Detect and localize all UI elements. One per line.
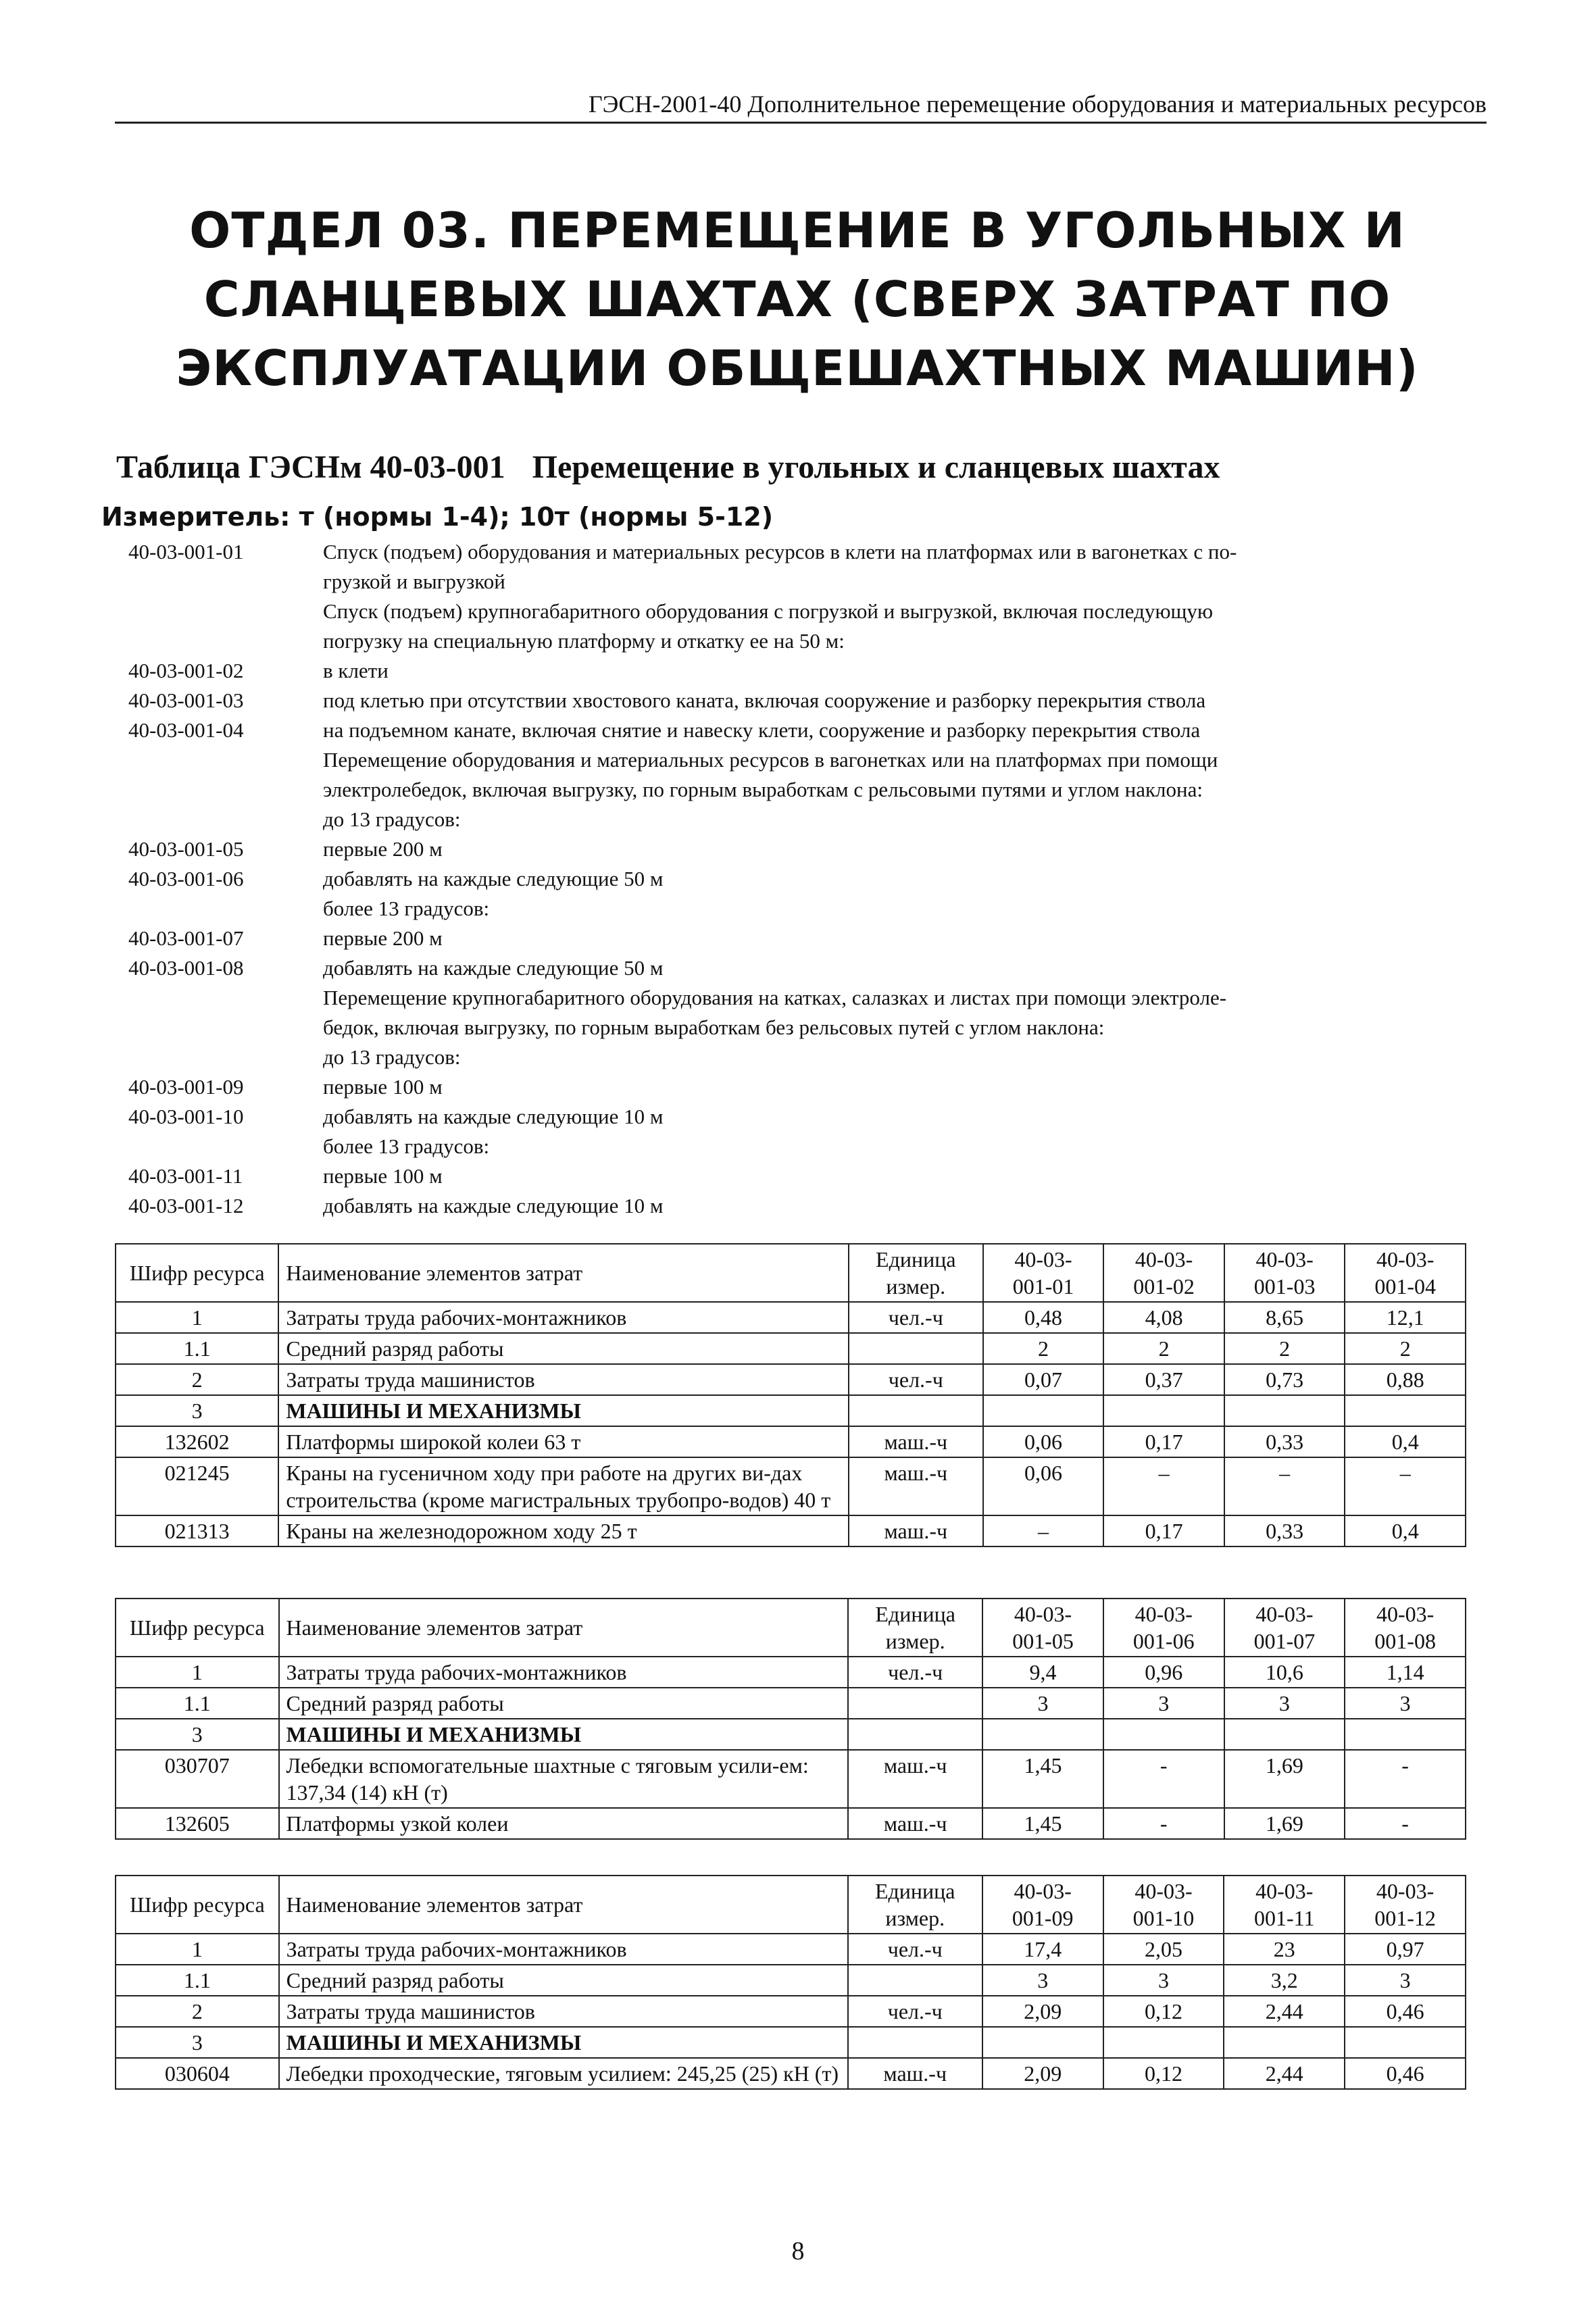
norm-code: 40-03-001-04 xyxy=(128,718,244,742)
resource-value: 3 xyxy=(1345,1965,1466,1996)
header-code: Шифр ресурса xyxy=(116,1876,279,1934)
resource-unit: чел.-ч xyxy=(848,1934,982,1965)
header-norm-line: 40-03- xyxy=(1134,1247,1193,1272)
resource-unit: чел.-ч xyxy=(848,1657,982,1688)
table-row xyxy=(116,1333,1466,1364)
resource-value xyxy=(983,1395,1104,1426)
resource-code: 021313 xyxy=(116,1515,278,1546)
resource-value xyxy=(1103,1719,1224,1750)
header-norm-line: 40-03- xyxy=(1134,1879,1193,1903)
header-unit xyxy=(849,1244,983,1302)
header-name: Наименование элементов затрат xyxy=(279,1876,848,1934)
table-row xyxy=(116,1426,1466,1457)
table-row xyxy=(116,1688,1466,1719)
resource-value: – xyxy=(1345,1457,1466,1515)
resource-code: 030707 xyxy=(116,1750,279,1808)
header-unit-line: Единица xyxy=(875,1602,955,1626)
resource-value: 3,2 xyxy=(1224,1965,1345,1996)
header-norm-line: 001-06 xyxy=(1132,1629,1195,1653)
header-norm-column xyxy=(983,1244,1104,1302)
norm-text: Перемещение оборудования и материальных ресурсов в вагонетках или на платформах при помощи xyxy=(323,748,1218,772)
norm-code xyxy=(128,1013,323,1042)
norm-text: грузкой и выгрузкой xyxy=(323,570,505,593)
table-header-row xyxy=(116,1876,1466,1934)
resource-code: 132605 xyxy=(116,1808,279,1839)
norm-row xyxy=(128,1072,1453,1102)
norm-code xyxy=(128,1042,323,1072)
resource-unit xyxy=(848,1965,982,1996)
resource-value: - xyxy=(1103,1808,1224,1839)
header-norm-line: 001-03 xyxy=(1253,1274,1316,1299)
header-code: Шифр ресурса xyxy=(116,1599,279,1657)
norm-text: более 13 градусов: xyxy=(323,897,490,920)
norm-text: бедок, включая выгрузку, по горным выработкам без рельсовых путей с углом наклона: xyxy=(323,1015,1105,1039)
resource-name: Лебедки вспомогательные шахтные с тяговым усили-ем: 137,34 (14) кН (т) xyxy=(279,1750,849,1808)
resource-table-3 xyxy=(115,1875,1466,2090)
resource-unit: чел.-ч xyxy=(849,1302,983,1333)
header-unit xyxy=(848,1599,982,1657)
resource-value: 0,33 xyxy=(1224,1515,1345,1546)
resource-value: 1,45 xyxy=(982,1808,1103,1839)
resource-value: 2,05 xyxy=(1103,1934,1224,1965)
header-name: Наименование элементов затрат xyxy=(278,1244,848,1302)
resource-value: 2 xyxy=(1103,1333,1224,1364)
resource-value: 2 xyxy=(1224,1333,1345,1364)
resource-name: Платформы узкой колеи xyxy=(279,1808,849,1839)
header-norm-column xyxy=(1345,1244,1466,1302)
table-row xyxy=(116,1457,1466,1515)
norm-row xyxy=(128,1191,1453,1221)
norm-text: Перемещение крупногабаритного оборудования на катках, салазках и листах при помощи электроле- xyxy=(323,986,1227,1009)
table-group-row xyxy=(116,1395,1466,1426)
norm-row xyxy=(128,1042,1453,1072)
table-row xyxy=(116,1750,1466,1808)
table-row xyxy=(116,1364,1466,1395)
norm-row xyxy=(128,686,1453,715)
resource-value: 12,1 xyxy=(1345,1302,1466,1333)
norm-code xyxy=(128,597,323,626)
resource-value: 0,4 xyxy=(1345,1426,1466,1457)
norm-code: 40-03-001-03 xyxy=(128,688,244,712)
resource-unit xyxy=(848,1719,982,1750)
resource-value: 9,4 xyxy=(982,1657,1103,1688)
resource-code: 1 xyxy=(116,1302,278,1333)
header-norm-column xyxy=(1103,1244,1224,1302)
norm-text: первые 200 м xyxy=(323,837,443,861)
norm-row xyxy=(128,924,1453,953)
norm-code xyxy=(128,894,323,924)
resource-name: МАШИНЫ И МЕХАНИЗМЫ xyxy=(279,1719,849,1750)
norm-code: 40-03-001-11 xyxy=(128,1164,243,1188)
resource-value: 3 xyxy=(1345,1688,1466,1719)
header-norm-line: 001-02 xyxy=(1133,1274,1195,1299)
header-unit-line: измер. xyxy=(886,1274,946,1299)
resource-value: - xyxy=(1345,1750,1466,1808)
header-norm-line: 001-09 xyxy=(1012,1906,1074,1930)
resource-value: 2,09 xyxy=(982,1996,1103,2027)
norm-row xyxy=(128,953,1453,983)
norm-code: 40-03-001-05 xyxy=(128,837,244,861)
header-norm-line: 001-01 xyxy=(1012,1274,1074,1299)
resource-name: Затраты труда рабочих-монтажников xyxy=(278,1302,848,1333)
resource-code: 3 xyxy=(116,2027,279,2058)
norm-text: до 13 градусов: xyxy=(323,807,461,831)
resource-code: 2 xyxy=(116,1364,278,1395)
resource-value xyxy=(1345,1719,1466,1750)
resource-value: 2 xyxy=(1345,1333,1466,1364)
norm-text: добавлять на каждые следующие 10 м xyxy=(323,1194,664,1217)
norm-row xyxy=(128,597,1453,626)
resource-name: Краны на гусеничном ходу при работе на других ви-дах строительства (кроме магистральных трубопро-водов) 40 т xyxy=(278,1457,848,1515)
resource-code: 3 xyxy=(116,1719,279,1750)
resource-name: Лебедки проходческие, тяговым усилием: 245,25 (25) кН (т) xyxy=(279,2058,848,2089)
resource-value: 0,33 xyxy=(1224,1426,1345,1457)
norm-text: в клети xyxy=(323,659,389,682)
resource-code: 1.1 xyxy=(116,1333,278,1364)
norm-code: 40-03-001-08 xyxy=(128,956,244,980)
resource-unit: маш.-ч xyxy=(848,1750,982,1808)
header-norm-line: 001-10 xyxy=(1132,1906,1195,1930)
norm-row xyxy=(128,537,1453,567)
norm-text: погрузку на специальную платформу и откатку ее на 50 м: xyxy=(323,629,845,653)
resource-value xyxy=(1345,2027,1466,2058)
header-code: Шифр ресурса xyxy=(116,1244,278,1302)
header-norm-line: 40-03- xyxy=(1255,1247,1314,1272)
header-norm-line: 001-08 xyxy=(1374,1629,1436,1653)
resource-name: Средний разряд работы xyxy=(279,1965,848,1996)
resource-unit: чел.-ч xyxy=(848,1996,982,2027)
table-row xyxy=(116,1965,1466,1996)
resource-name: Платформы широкой колеи 63 т xyxy=(278,1426,848,1457)
header-norm-column xyxy=(1224,1244,1345,1302)
resource-name: Средний разряд работы xyxy=(279,1688,849,1719)
resource-value: 0,12 xyxy=(1103,2058,1224,2089)
section-title-line: СЛАНЦЕВЫХ ШАХТАХ (СВЕРХ ЗАТРАТ ПО xyxy=(203,271,1391,328)
header-norm-column xyxy=(982,1876,1103,1934)
norm-row xyxy=(128,1013,1453,1042)
norm-row xyxy=(128,894,1453,924)
resource-value xyxy=(1345,1395,1466,1426)
header-norm-line: 40-03- xyxy=(1014,1879,1072,1903)
resource-value xyxy=(982,1719,1103,1750)
resource-value: 10,6 xyxy=(1224,1657,1345,1688)
norm-text: электролебедок, включая выгрузку, по горным выработкам с рельсовыми путями и углом наклона: xyxy=(323,778,1203,801)
norm-text: первые 100 м xyxy=(323,1075,443,1099)
resource-value: 2,44 xyxy=(1224,1996,1345,2027)
resource-value: 1,45 xyxy=(982,1750,1103,1808)
header-norm-line: 40-03- xyxy=(1014,1602,1072,1626)
resource-value: - xyxy=(1103,1750,1224,1808)
resource-value: 0,17 xyxy=(1103,1426,1224,1457)
section-title xyxy=(135,196,1460,403)
measure-line: Измеритель: т (нормы 1-4); 10т (нормы 5-12) xyxy=(101,502,774,532)
resource-name: Средний разряд работы xyxy=(278,1333,848,1364)
norm-text: Спуск (подъем) крупногабаритного оборудования с погрузкой и выгрузкой, включая последующую xyxy=(323,599,1214,623)
header-norm-line: 40-03- xyxy=(1376,1247,1435,1272)
resource-unit: маш.-ч xyxy=(849,1515,983,1546)
resource-value xyxy=(1103,2027,1224,2058)
norm-text: добавлять на каждые следующие 50 м xyxy=(323,956,664,980)
table-header-row xyxy=(116,1599,1466,1657)
header-unit-line: измер. xyxy=(885,1906,945,1930)
resource-value: 3 xyxy=(982,1688,1103,1719)
norm-code: 40-03-001-07 xyxy=(128,926,244,950)
resource-name: Затраты труда машинистов xyxy=(279,1996,848,2027)
table-group-row xyxy=(116,1719,1466,1750)
resource-value xyxy=(1103,1395,1224,1426)
table-title xyxy=(116,447,1501,488)
resource-value xyxy=(1224,1395,1345,1426)
resource-table-2 xyxy=(115,1598,1466,1840)
resource-value: 2,09 xyxy=(982,2058,1103,2089)
resource-value: 0,97 xyxy=(1345,1934,1466,1965)
resource-unit: маш.-ч xyxy=(849,1457,983,1515)
header-norm-column xyxy=(1345,1599,1466,1657)
resource-value: 3 xyxy=(1103,1965,1224,1996)
table-row xyxy=(116,1515,1466,1546)
resource-value: 4,08 xyxy=(1103,1302,1224,1333)
resource-value: 0,88 xyxy=(1345,1364,1466,1395)
resource-value: 0,12 xyxy=(1103,1996,1224,2027)
resource-value xyxy=(982,2027,1103,2058)
resource-unit: маш.-ч xyxy=(848,1808,982,1839)
table-code: Таблица ГЭСНм 40-03-001 xyxy=(116,449,505,485)
resource-value: - xyxy=(1345,1808,1466,1839)
header-norm-line: 40-03- xyxy=(1134,1602,1193,1626)
resource-unit xyxy=(849,1395,983,1426)
norm-code: 40-03-001-02 xyxy=(128,659,244,682)
norm-code xyxy=(128,745,323,775)
norm-code: 40-03-001-10 xyxy=(128,1105,244,1128)
resource-name: Затраты труда рабочих-монтажников xyxy=(279,1934,848,1965)
resource-value: 8,65 xyxy=(1224,1302,1345,1333)
norm-code xyxy=(128,567,323,597)
header-norm-column xyxy=(1345,1876,1466,1934)
header-norm-line: 40-03- xyxy=(1014,1247,1072,1272)
resource-value: 17,4 xyxy=(982,1934,1103,1965)
resource-value: 3 xyxy=(1103,1688,1224,1719)
header-norm-line: 40-03- xyxy=(1255,1602,1314,1626)
norm-code xyxy=(128,1132,323,1161)
norm-row xyxy=(128,983,1453,1013)
table-name: Перемещение в угольных и сланцевых шахтах xyxy=(532,449,1220,485)
norm-row xyxy=(128,626,1453,656)
header-norm-line: 001-04 xyxy=(1374,1274,1437,1299)
norm-row xyxy=(128,805,1453,834)
table-row xyxy=(116,2058,1466,2089)
resource-value xyxy=(1224,1719,1345,1750)
header-norm-column xyxy=(1103,1876,1224,1934)
resource-value: 1,14 xyxy=(1345,1657,1466,1688)
header-norm-line: 001-12 xyxy=(1374,1906,1436,1930)
resource-value: 3 xyxy=(1224,1688,1345,1719)
resource-value: – xyxy=(983,1515,1104,1546)
resource-unit xyxy=(848,1688,982,1719)
resource-value: – xyxy=(1103,1457,1224,1515)
table-row xyxy=(116,1996,1466,2027)
header-unit-line: Единица xyxy=(874,1879,955,1903)
norm-text: Спуск (подъем) оборудования и материальных ресурсов в клети на платформах или в вагонетках с по- xyxy=(323,540,1237,563)
norm-row xyxy=(128,1102,1453,1132)
resource-unit: чел.-ч xyxy=(849,1364,983,1395)
resource-unit xyxy=(848,2027,982,2058)
norm-text: добавлять на каждые следующие 50 м xyxy=(323,867,664,890)
table-header-row xyxy=(116,1244,1466,1302)
norm-code xyxy=(128,626,323,656)
norm-row xyxy=(128,864,1453,894)
norm-code: 40-03-001-01 xyxy=(128,540,244,563)
resource-value: 0,46 xyxy=(1345,2058,1466,2089)
resource-value: 0,73 xyxy=(1224,1364,1345,1395)
resource-value: 23 xyxy=(1224,1934,1345,1965)
resource-value: 0,48 xyxy=(983,1302,1104,1333)
resource-value: 0,96 xyxy=(1103,1657,1224,1688)
table-row xyxy=(116,1302,1466,1333)
norm-code xyxy=(128,775,323,805)
header-norm-column xyxy=(1224,1876,1345,1934)
resource-value: 2,44 xyxy=(1224,2058,1345,2089)
table-row xyxy=(116,1657,1466,1688)
header-norm-column xyxy=(1224,1599,1345,1657)
resource-code: 030604 xyxy=(116,2058,279,2089)
resource-value: 0,4 xyxy=(1345,1515,1466,1546)
norm-row xyxy=(128,834,1453,864)
norm-text: более 13 градусов: xyxy=(323,1134,490,1158)
norm-row xyxy=(128,1161,1453,1191)
norm-row xyxy=(128,715,1453,745)
header-unit-line: измер. xyxy=(885,1629,945,1653)
norm-row xyxy=(128,567,1453,597)
page-number: 8 xyxy=(791,2237,805,2265)
resource-code: 021245 xyxy=(116,1457,278,1515)
norm-text: первые 200 м xyxy=(323,926,443,950)
resource-code: 2 xyxy=(116,1996,279,2027)
norm-code xyxy=(128,983,323,1013)
resource-value: 0,07 xyxy=(983,1364,1104,1395)
resource-name: Затраты труда рабочих-монтажников xyxy=(279,1657,849,1688)
resource-code: 1 xyxy=(116,1934,279,1965)
resource-value: 0,37 xyxy=(1103,1364,1224,1395)
resource-value: 0,46 xyxy=(1345,1996,1466,2027)
header-norm-line: 40-03- xyxy=(1376,1602,1435,1626)
section-title-line: ОТДЕЛ 03. ПЕРЕМЕЩЕНИЕ В УГОЛЬНЫХ И xyxy=(189,202,1405,259)
resource-value: 1,69 xyxy=(1224,1750,1345,1808)
resource-value: 0,06 xyxy=(983,1457,1104,1515)
table-group-row xyxy=(116,2027,1466,2058)
header-norm-column xyxy=(1103,1599,1224,1657)
norm-row xyxy=(128,775,1453,805)
norm-row xyxy=(128,1132,1453,1161)
resource-name: МАШИНЫ И МЕХАНИЗМЫ xyxy=(279,2027,848,2058)
resource-code: 1.1 xyxy=(116,1965,279,1996)
table-row xyxy=(116,1934,1466,1965)
header-norm-line: 001-07 xyxy=(1253,1629,1316,1653)
resource-unit: маш.-ч xyxy=(848,2058,982,2089)
resource-name: МАШИНЫ И МЕХАНИЗМЫ xyxy=(278,1395,848,1426)
resource-code: 3 xyxy=(116,1395,278,1426)
header-norm-line: 40-03- xyxy=(1376,1879,1435,1903)
resource-value: 3 xyxy=(982,1965,1103,1996)
header-unit xyxy=(848,1876,982,1934)
resource-value: 2 xyxy=(983,1333,1104,1364)
resource-name: Затраты труда машинистов xyxy=(278,1364,848,1395)
resource-value: 0,06 xyxy=(983,1426,1104,1457)
resource-table-1 xyxy=(115,1243,1466,1547)
norm-code: 40-03-001-06 xyxy=(128,867,244,890)
resource-code: 1 xyxy=(116,1657,279,1688)
resource-name: Краны на железнодорожном ходу 25 т xyxy=(278,1515,848,1546)
norm-text: до 13 градусов: xyxy=(323,1045,461,1069)
header-unit-line: Единица xyxy=(876,1247,956,1272)
norm-text: первые 100 м xyxy=(323,1164,443,1188)
norm-row xyxy=(128,656,1453,686)
header-norm-line: 001-11 xyxy=(1254,1906,1315,1930)
norm-code xyxy=(128,805,323,834)
header-norm-line: 40-03- xyxy=(1255,1879,1314,1903)
header-norm-column xyxy=(982,1599,1103,1657)
norm-code: 40-03-001-12 xyxy=(128,1194,244,1217)
resource-code: 132602 xyxy=(116,1426,278,1457)
resource-value xyxy=(1224,2027,1345,2058)
running-header: ГЭСН-2001-40 Дополнительное перемещение оборудования и материальных ресурсов xyxy=(115,89,1487,124)
norm-text: на подъемном канате, включая снятие и навеску клети, сооружение и разборку перекрытия ствола xyxy=(323,718,1201,742)
norm-row xyxy=(128,745,1453,775)
resource-unit: маш.-ч xyxy=(849,1426,983,1457)
norm-code: 40-03-001-09 xyxy=(128,1075,244,1099)
resource-code: 1.1 xyxy=(116,1688,279,1719)
resource-value: 1,69 xyxy=(1224,1808,1345,1839)
header-name: Наименование элементов затрат xyxy=(279,1599,849,1657)
resource-value: – xyxy=(1224,1457,1345,1515)
section-title-line: ЭКСПЛУАТАЦИИ ОБЩЕШАХТНЫХ МАШИН) xyxy=(176,340,1419,397)
norm-text: под клетью при отсутствии хвостового каната, включая сооружение и разборку перекрытия ствола xyxy=(323,688,1206,712)
norms-list xyxy=(128,537,1453,1221)
table-row xyxy=(116,1808,1466,1839)
resource-unit xyxy=(849,1333,983,1364)
header-norm-line: 001-05 xyxy=(1012,1629,1074,1653)
norm-text: добавлять на каждые следующие 10 м xyxy=(323,1105,664,1128)
resource-value: 0,17 xyxy=(1103,1515,1224,1546)
